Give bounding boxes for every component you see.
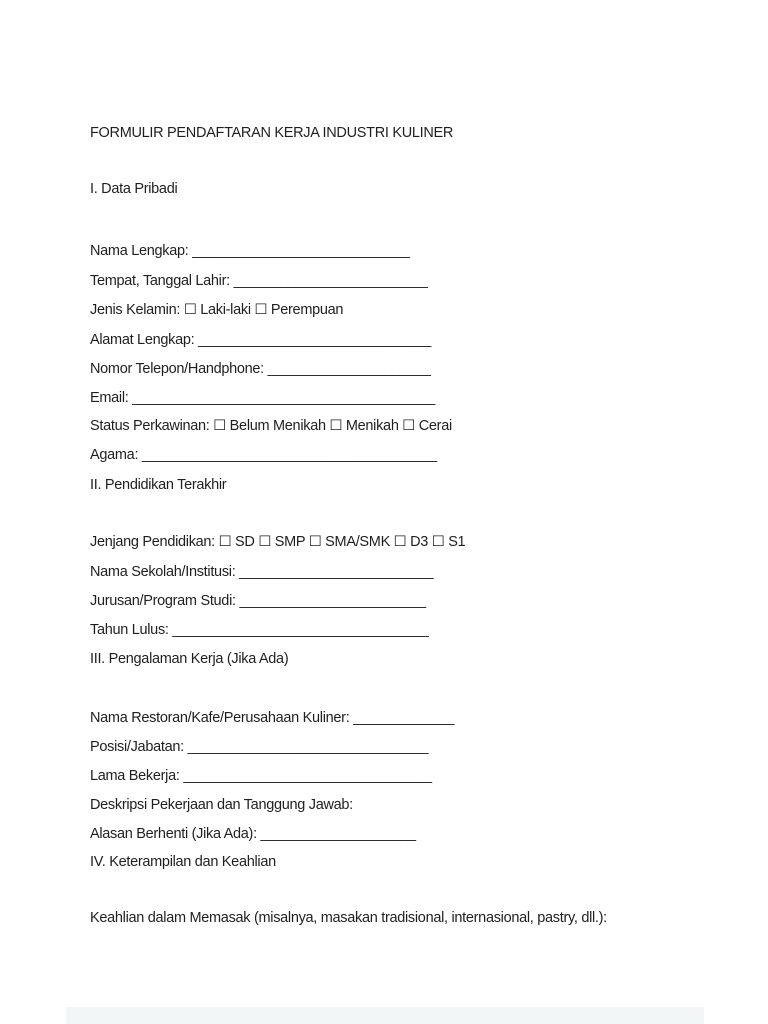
field-posisi-jabatan: Posisi/Jabatan: _______________________________ <box>90 739 429 755</box>
next-page-edge <box>66 1007 704 1024</box>
field-nama-sekolah: Nama Sekolah/Institusi: _________________________ <box>90 564 434 580</box>
field-jenis-kelamin: Jenis Kelamin: ☐ Laki-laki ☐ Perempuan <box>90 302 344 318</box>
field-nama-lengkap: Nama Lengkap: ____________________________ <box>90 243 410 259</box>
field-alasan-berhenti: Alasan Berhenti (Jika Ada): ____________________ <box>90 826 416 842</box>
field-keahlian-memasak: Keahlian dalam Memasak (misalnya, masakan tradisional, internasional, pastry, dll.): <box>90 910 607 926</box>
section-heading-pengalaman-kerja: III. Pengalaman Kerja (Jika Ada) <box>90 651 289 667</box>
field-jenjang-pendidikan: Jenjang Pendidikan: ☐ SD ☐ SMP ☐ SMA/SMK ☐ D3 ☐ S1 <box>90 534 466 550</box>
field-nomor-telepon: Nomor Telepon/Handphone: _____________________ <box>90 361 431 377</box>
section-heading-data-pribadi: I. Data Pribadi <box>90 181 178 197</box>
field-email: Email: _______________________________________ <box>90 390 436 406</box>
field-tahun-lulus: Tahun Lulus: _________________________________ <box>90 622 429 638</box>
field-jurusan-program-studi: Jurusan/Program Studi: ________________________ <box>90 593 426 609</box>
field-alamat-lengkap: Alamat Lengkap: ______________________________ <box>90 332 431 348</box>
form-title: FORMULIR PENDAFTARAN KERJA INDUSTRI KULINER <box>90 125 454 141</box>
field-lama-bekerja: Lama Bekerja: ________________________________ <box>90 768 432 784</box>
field-agama: Agama: ______________________________________ <box>90 447 437 463</box>
field-nama-restoran: Nama Restoran/Kafe/Perusahaan Kuliner: _____________ <box>90 710 455 726</box>
section-heading-keterampilan-keahlian: IV. Keterampilan dan Keahlian <box>90 854 276 870</box>
section-heading-pendidikan-terakhir: II. Pendidikan Terakhir <box>90 477 227 493</box>
field-status-perkawinan: Status Perkawinan: ☐ Belum Menikah ☐ Menikah ☐ Cerai <box>90 418 452 434</box>
field-tempat-tanggal-lahir: Tempat, Tanggal Lahir: _________________________ <box>90 273 428 289</box>
field-deskripsi-pekerjaan: Deskripsi Pekerjaan dan Tanggung Jawab: <box>90 797 353 813</box>
